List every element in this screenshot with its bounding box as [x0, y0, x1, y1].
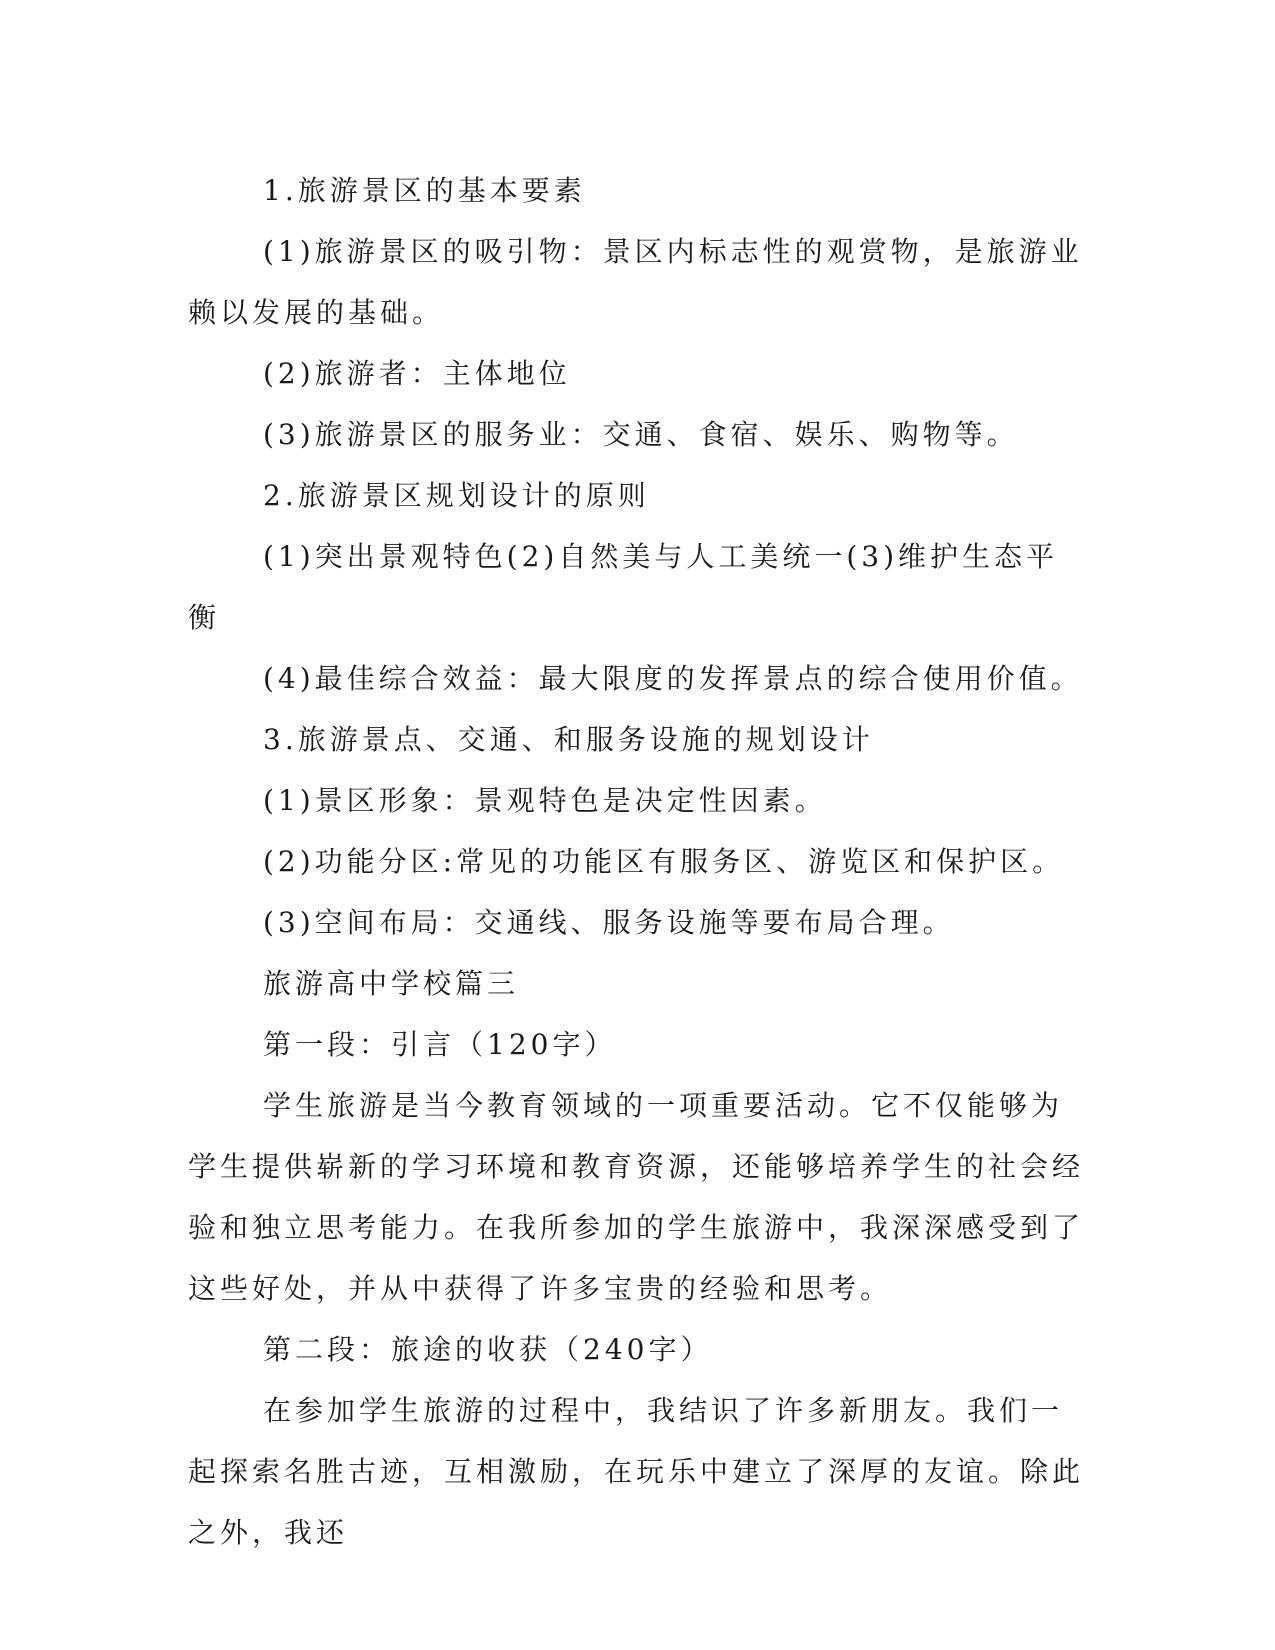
paragraph: 学生旅游是当今教育领域的一项重要活动。它不仅能够为学生提供崭新的学习环境和教育资源，还能够培养学生的社会经验和独立思考能力。在我所参加的学生旅游中，我深深感受到了这些好处，并从中获得了许多宝贵的经验和思考。	[188, 1089, 1085, 1305]
section-title: 旅游高中学校篇三	[263, 967, 520, 1000]
paragraph: (4)最佳综合效益：最大限度的发挥景点的综合使用价值。	[263, 662, 1083, 695]
paragraph-heading-2: 2.旅游景区规划设计的原则	[263, 479, 650, 512]
paragraph: (2)功能分区:常见的功能区有服务区、游览区和保护区。	[263, 845, 1065, 878]
paragraph-heading-1: 1.旅游景区的基本要素	[263, 174, 586, 207]
paragraph-heading-3: 3.旅游景点、交通、和服务设施的规划设计	[263, 723, 874, 756]
section-heading: 第二段：旅途的收获（240字）	[263, 1333, 713, 1366]
paragraph: (2)旅游者：主体地位	[263, 357, 571, 390]
paragraph: 在参加学生旅游的过程中，我结识了许多新朋友。我们一起探索名胜古迹，互相激励，在玩乐中建立了深厚的友谊。除此之外，我还	[188, 1394, 1085, 1549]
document-body	[188, 160, 1088, 1563]
section-heading: 第一段：引言（120字）	[263, 1028, 617, 1061]
paragraph: (3)空间布局：交通线、服务设施等要布局合理。	[263, 906, 955, 939]
paragraph: (1)景区形象：景观特色是决定性因素。	[263, 784, 827, 817]
paragraph: (1)旅游景区的吸引物：景区内标志性的观赏物，是旅游业赖以发展的基础。	[188, 235, 1083, 329]
paragraph: (1)突出景观特色(2)自然美与人工美统一(3)维护生态平衡	[188, 540, 1058, 634]
paragraph: (3)旅游景区的服务业：交通、食宿、娱乐、购物等。	[263, 418, 1019, 451]
